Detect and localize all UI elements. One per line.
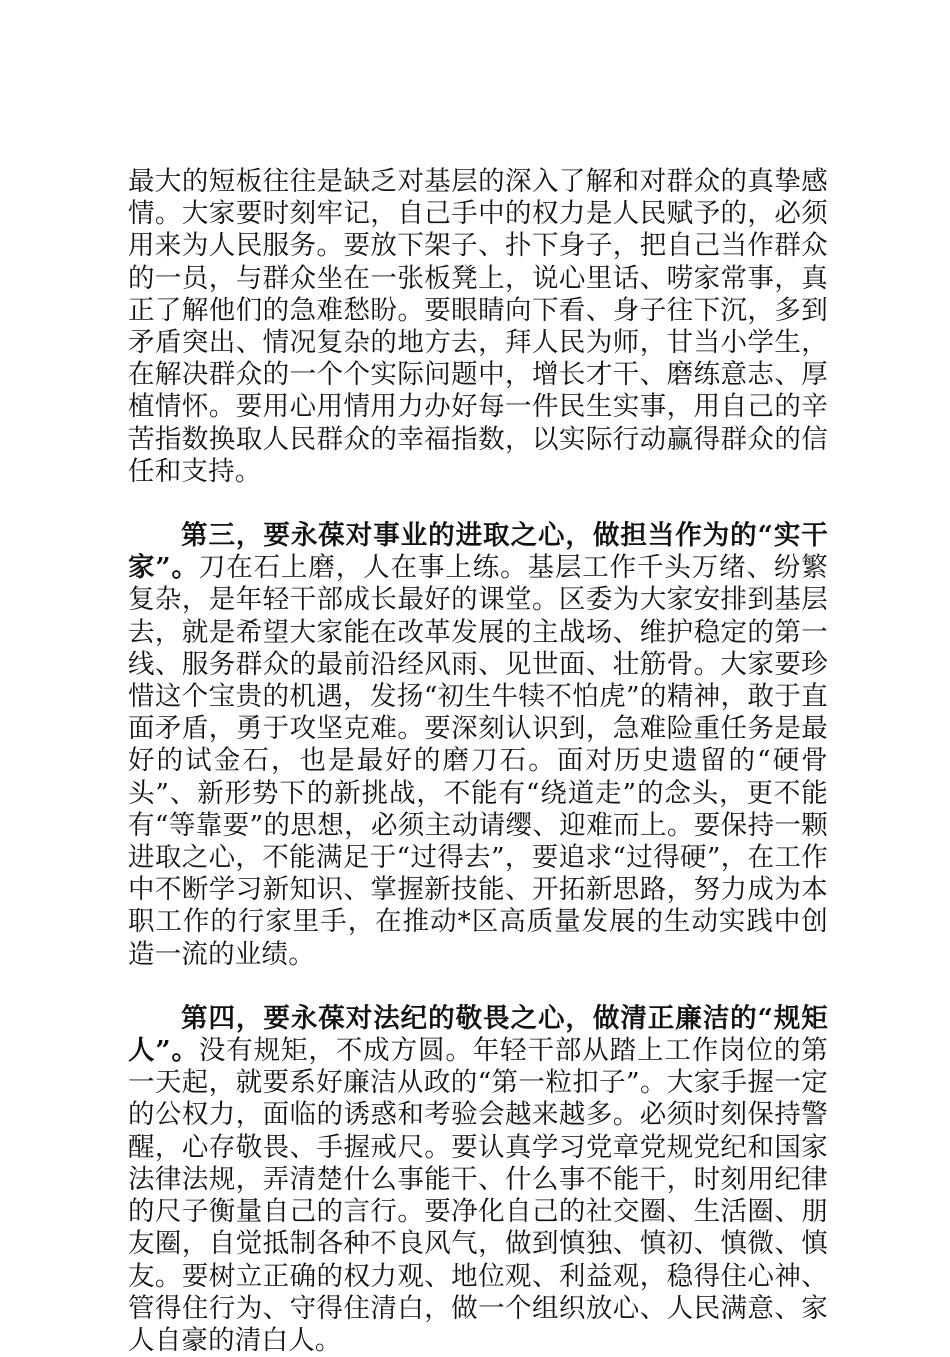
paragraph-continued xyxy=(128,166,828,488)
paragraph-gap xyxy=(128,971,828,1003)
paragraph-heading: 第四，要永葆对法纪的敬畏之心，做清正廉洁的“规矩人”。 xyxy=(128,1002,828,1067)
paragraph-third-point xyxy=(128,520,828,971)
paragraph-fourth-point xyxy=(128,1003,828,1357)
paragraph-body: 最大的短板往往是缺乏对基层的深入了解和对群众的真挚感情。大家要时刻牢记，自己手中的权力是人民赋予的，必须用来为人民服务。要放下架子、扑下身子，把自己当作群众的一员，与群众坐在一张板凳上，说心里话、唠家常事，真正了解他们的急难愁盼。要眼睛向下看、身子往下沉，多到矛盾突出、情况复杂的地方去，拜人民为师，甘当小学生，在解决群众的一个个实际问题中，增长才干、磨练意志、厚植情怀。要用心用情用力办好每一件民生实事，用自己的辛苦指数换取人民群众的幸福指数，以实际行动赢得群众的信任和支持。 xyxy=(128,166,828,487)
document-page xyxy=(128,166,828,1357)
paragraph-heading: 第三，要永葆对事业的进取之心，做担当作为的“实干家”。 xyxy=(128,520,828,584)
paragraph-gap xyxy=(128,488,828,520)
paragraph-body: 没有规矩，不成方圆。年轻干部从踏上工作岗位的第一天起，就要系好廉洁从政的“第一粒扣子”。大家手握一定的公权力，面临的诱惑和考验会越来越多。必须时刻保持警醒，心存敬畏、手握戒尺。要认真学习党章党规党纪和国家法律法规，弄清楚什么事能干、什么事不能干，时刻用纪律的尺子衡量自己的言行。要净化自己的社交圈、生活圈、朋友圈，自觉抵制各种不良风气，做到慎独、慎初、慎微、慎友。要树立正确的权力观、地位观、利益观，稳得住心神、管得住行为、守得住清白，做一个组织放心、人民满意、家人自豪的清白人。 xyxy=(128,1035,828,1356)
paragraph-body: 刀在石上磨，人在事上练。基层工作千头万绪、纷繁复杂，是年轻干部成长最好的课堂。区委为大家安排到基层去，就是希望大家能在改革发展的主战场、维护稳定的第一线、服务群众的最前沿经风雨、见世面、壮筋骨。大家要珍惜这个宝贵的机遇，发扬“初生牛犊不怕虎”的精神，敢于直面矛盾，勇于攻坚克难。要深刻认识到，急难险重任务是最好的试金石，也是最好的磨刀石。面对历史遗留的“硬骨头”、新形势下的新挑战，不能有“绕道走”的念头，更不能有“等靠要”的思想，必须主动请缨、迎难而上。要保持一颗进取之心，不能满足于“过得去”，要追求“过得硬”，在工作中不断学习新知识、掌握新技能、开拓新思路，努力成为本职工作的行家里手，在推动*区高质量发展的生动实践中创造一流的业绩。 xyxy=(128,552,828,970)
